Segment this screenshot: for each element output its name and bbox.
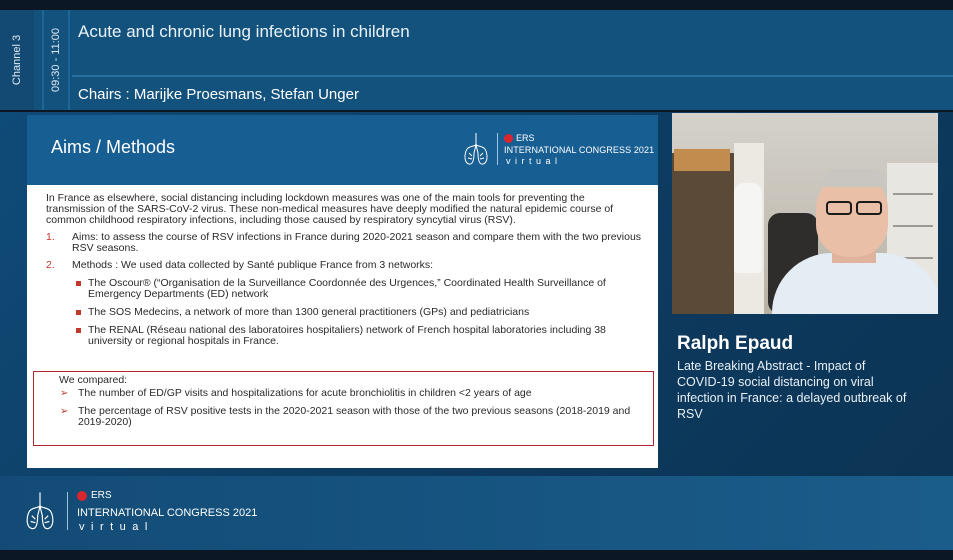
divider (72, 75, 953, 77)
comparison-item (60, 388, 640, 399)
video-boxes (674, 149, 730, 171)
network-item-sos (46, 307, 646, 318)
logo-separator (497, 133, 498, 165)
intro-paragraph: In France as elsewhere, social distancing including lockdown measures was one of the main tools for preventing the transmission of the SARS-CoV-2 virus. These non-medical measures have deeply modified the natural epidemic course of common childhood respiratory infections, including those caused by respiratory syncytial virus (RSV). (46, 192, 614, 226)
speaker-name: Ralph Epaud (677, 333, 794, 354)
lungs-icon (461, 131, 491, 167)
network-item-renal (46, 325, 646, 347)
item-number: 2. (46, 259, 55, 271)
square-bullet-icon (76, 328, 81, 333)
list-item-aims (46, 232, 646, 254)
ers-congress-name: INTERNATIONAL CONGRESS 2021 (504, 145, 655, 155)
footer-ers-logo (22, 490, 262, 540)
video-shelf (672, 153, 736, 314)
video-coat (734, 183, 762, 273)
footer-edge (0, 550, 953, 560)
channel-text: Channel 3 (11, 34, 23, 86)
arrow-bullet-icon: ➢ (60, 406, 69, 417)
comparison-box (33, 371, 654, 446)
ers-dot-icon (77, 491, 87, 501)
item-text: Aims: to assess the course of RSV infections in France during 2020-2021 season and compare them with the two previous RSV seasons. (72, 231, 642, 254)
comparison-text: The percentage of RSV positive tests in the 2020-2021 season with those of the two previous seasons (2018-2019 and 2019-2020) (78, 405, 631, 428)
logo-separator (67, 492, 68, 530)
channel-label (0, 10, 34, 110)
ers-org: ERS (91, 490, 112, 501)
network-text: The RENAL (Réseau national des laboratoires hospitaliers) network of French hospital laboratories including 38 university or regional hospitals in France. (88, 324, 606, 347)
time-text: 09:30 - 11:00 (50, 27, 62, 93)
square-bullet-icon (76, 310, 81, 315)
item-number: 1. (46, 231, 55, 243)
footer-tagline: virtual (79, 521, 154, 533)
slide-title: Aims / Methods (51, 137, 176, 157)
talk-title: Late Breaking Abstract - Impact of COVID-19 social distancing on viral infection in France: a delayed outbreak of RSV (677, 359, 907, 421)
network-text: The SOS Medecins, a network of more than 1300 general practitioners (GPs) and pediatricians (88, 306, 530, 318)
ers-mark (504, 133, 535, 143)
speaker-video (672, 113, 938, 314)
list-item-methods (46, 260, 646, 271)
item-text: Methods : We used data collected by Santé publique France from 3 networks: (72, 259, 434, 271)
square-bullet-icon (76, 281, 81, 286)
glasses-icon (824, 201, 884, 215)
ers-dot-icon (504, 134, 513, 143)
comparison-lead: We compared: (59, 374, 128, 386)
comparison-item (60, 406, 640, 428)
network-text: The Oscour® (“Organisation de la Surveillance Coordonnée des Urgences,” Coordinated Health Surveillance of Emergency Departments (ED) network (88, 277, 606, 300)
ers-mark (77, 490, 112, 501)
session-time (42, 10, 70, 110)
ers-tagline: virtual (506, 156, 562, 166)
presentation-slide (27, 115, 658, 468)
session-chairs: Chairs : Marijke Proesmans, Stefan Unger (78, 86, 359, 103)
speaker-hair (822, 169, 884, 187)
arrow-bullet-icon: ➢ (60, 388, 69, 399)
ers-org: ERS (516, 133, 535, 143)
slide-header (27, 115, 658, 185)
footer-congress-name: INTERNATIONAL CONGRESS 2021 (77, 507, 258, 519)
network-item-oscour (46, 278, 646, 300)
slide-body (46, 193, 646, 347)
ers-congress-logo (461, 131, 655, 171)
lungs-icon (22, 490, 58, 532)
session-title: Acute and chronic lung infections in children (78, 22, 410, 41)
comparison-text: The number of ED/GP visits and hospitalizations for acute bronchiolitis in children <2 years of age (78, 387, 532, 399)
